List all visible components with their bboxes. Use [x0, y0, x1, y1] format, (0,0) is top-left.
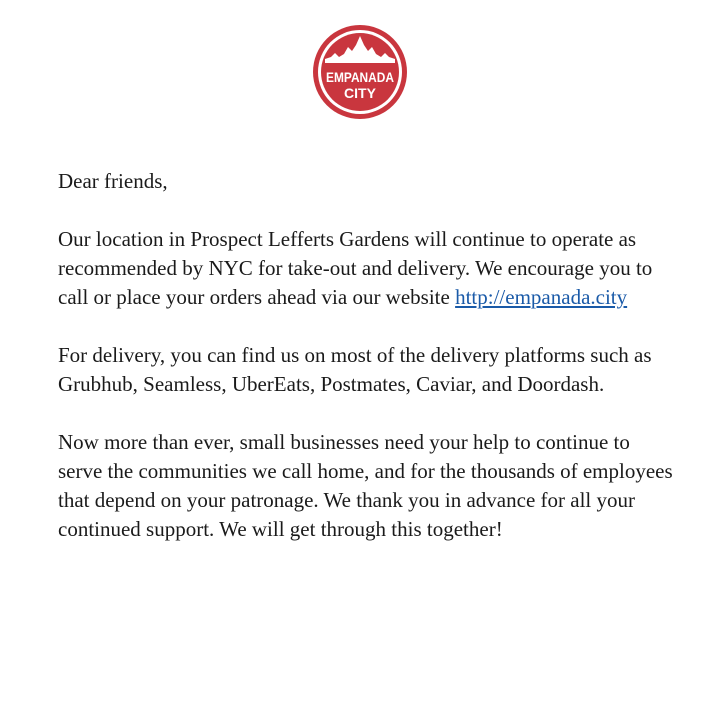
paragraph-location: [58, 225, 678, 312]
paragraph-delivery: For delivery, you can find us on most of the delivery platforms such as Grubhub, Seamless, UberEats, Postmates, Caviar, and Doordash.: [58, 343, 652, 396]
logo-line2: CITY: [344, 85, 376, 101]
website-link[interactable]: http://empanada.city: [455, 285, 628, 309]
logo-line1: EMPANADA: [326, 69, 394, 85]
paragraph-location-text: Our location in Prospect Lefferts Gardens will continue to operate as recommended by NYC for take-out and delivery. We encourage you to call or place your orders ahead via our website: [58, 227, 653, 309]
letter-body: [58, 167, 678, 573]
paragraph-support: Now more than ever, small businesses need your help to continue to serve the communities we call home, and for the thousands of employees that depend on your patronage. We thank you in advance for all your continued support. We will get through this together!: [58, 430, 673, 541]
empanada-city-logo: [311, 23, 409, 121]
greeting: Dear friends,: [58, 169, 168, 193]
logo-seal-icon: [311, 23, 409, 121]
